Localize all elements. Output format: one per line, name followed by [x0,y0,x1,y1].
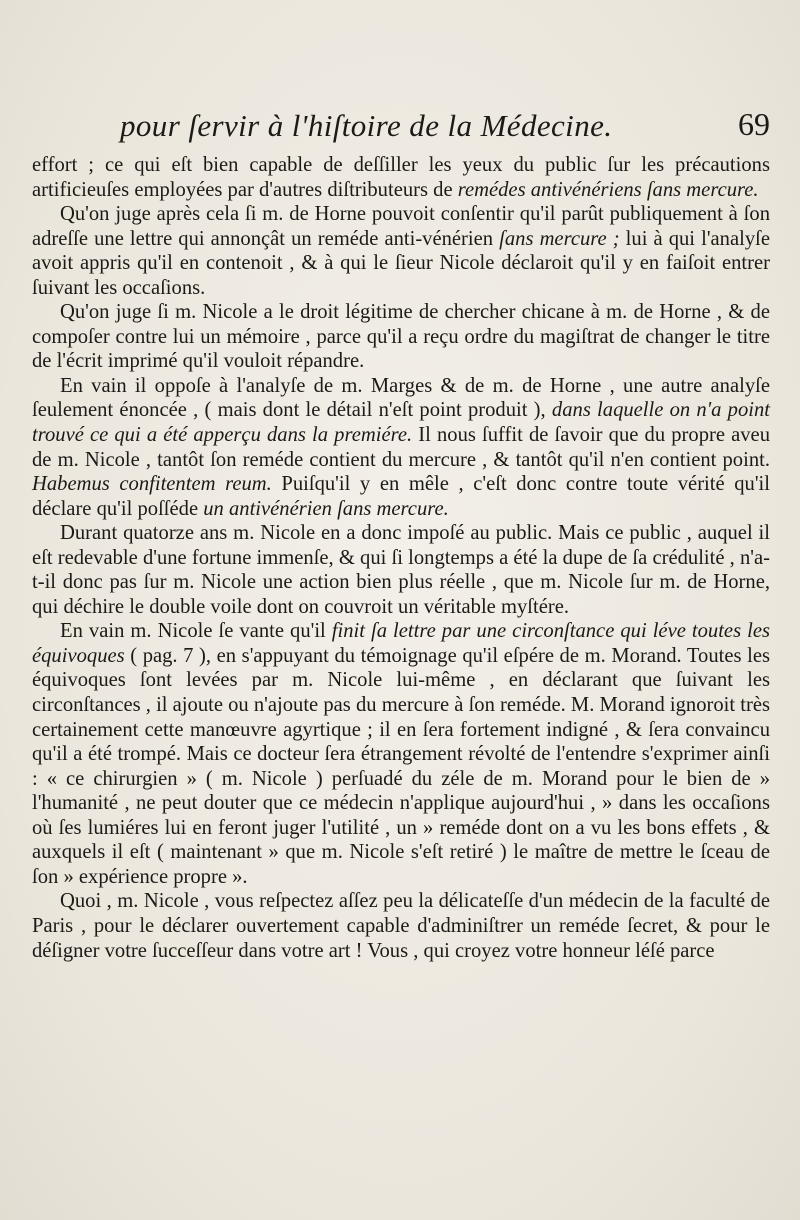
text-run: Durant quatorze ans m. Nicole en a donc impoſé au public. Mais ce public , auquel il eſt redevable d'une fortune immenſe, & qui ſi longtemps a été la dupe de ſa crédulité , n'a-t-il donc pas ſur m. Nicole une action bien plus réelle , que m. Nicole ſur m. de Horne, qui déchire le double voile dont on couvroit un véritable myſtére. [32,522,770,618]
italic-text: dans laquelle on n'a point trouvé ce qui a été apperçu dans la premiére. [32,399,770,447]
text-run: En vain il oppoſe à l'analyſe de m. Marges & de m. de Horne , une autre analyſe ſeulement énoncée , ( mais dont le détail n'eſt point produit ), [32,374,770,422]
paragraph [32,619,770,889]
text-run: Il nous ſuffit de ſavoir que du propre aveu de m. Nicole , tantôt ſon reméde contient du mercure , & tantôt qu'il n'en contient point. [32,424,770,471]
body-text [32,153,770,963]
text-run: ( pag. 7 ), en s'appuyant du témoignage qu'il eſpére de m. Morand. Toutes les équivoques ſont levées par m. Nicole lui-même , en déclarant que ſuivant les circonſtances , il ajoute ou n'ajoute pas du mercure à ſon reméde. M. Morand ignoroit très certainement cette manœuvre agyrtique ; il en ſera fortement indigné , & ſera convaincu qu'il a été trompé. Mais ce docteur ſera étrangement révolté de l'entendre s'exprimer ainſi : « ce chirurgien » ( m. Nicole ) perſuadé du zéle de m. Morand pour le bien de » l'humanité , ne peut douter que ce médecin n'applique aujourd'hui , » dans les occaſions où ſes lumiéres lui en feront juger l'utilité , un » reméde dont on a vu les bons effets , & auxquels il eſt ( maintenant » que m. Nicole s'eſt retiré ) le maître de mettre le ſceau de ſon » expérience propre ». [32,644,770,888]
paragraph [32,889,770,963]
italic-text: ſans mercure ; [499,227,620,250]
paragraph [32,202,770,300]
paragraph [32,153,770,202]
page-number: 69 [738,106,770,142]
paragraph [32,374,770,521]
running-title: pour ſervir à l'hiſtoire de la Médecine. [120,108,613,143]
text-run: Quoi , m. Nicole , vous reſpectez aſſez peu la délicateſſe d'un médecin de la faculté de Paris , pour le déclarer ouvertement capable d'adminiſtrer un reméde ſecret, & pour le déſigner votre ſucceſſeur dans votre art ! Vous , qui croyez votre honneur léſé parce [32,890,770,962]
italic-text: un antivénérien ſans mercure. [203,497,449,520]
text-run: Qu'on juge après cela ſi m. de Horne pouvoit conſentir qu'il parût publiquement à ſon adreſſe une lettre qui annonçât un reméde anti-vénérien [32,203,770,250]
italic-text: remédes antivénériens ſans mercure. [457,178,759,201]
paragraph [32,521,770,619]
text-run: Qu'on juge ſi m. Nicole a le droit légitime de chercher chicane à m. de Horne , & de compoſer contre lui un mémoire , parce qu'il a reçu ordre du magiſtrat de changer le titre de l'écrit imprimé qu'il vouloit répandre. [32,301,770,373]
text-run: effort ; ce qui eſt bien capable de deſſiller les yeux du public ſur les précautions artificieuſes employées par d'autres diſtributeurs de [32,154,770,201]
italic-text: finit ſa lettre par une circonſtance qui léve toutes les équivoques [32,620,770,667]
text-run: En vain m. Nicole ſe vante qu'il [60,620,332,643]
text-run: Puiſqu'il y en mêle , c'eſt donc contre toute vérité qu'il déclare qu'il poſſéde [32,473,770,520]
text-run: lui à qui l'analyſe avoit appris qu'il en contenoit , & à qui le ſieur Nicole déclaroit qu'il y en faiſoit entrer ſuivant les occaſions. [32,227,770,299]
italic-text: Habemus confitentem reum. [32,473,272,496]
page-header [120,108,770,154]
paragraph [32,300,770,374]
